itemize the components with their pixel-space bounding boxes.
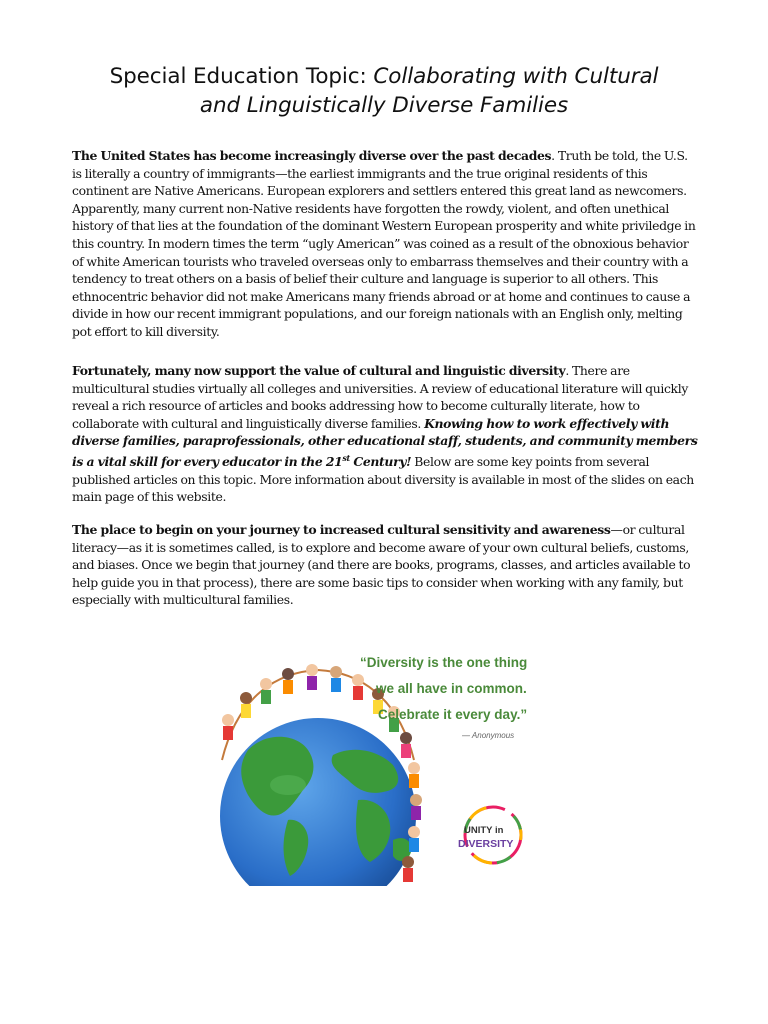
child-figure (306, 664, 318, 690)
quote-line-2: we all have in common. (376, 681, 527, 696)
paragraph-lead: The United States has become increasingly diverse over the past decades (72, 148, 552, 163)
paragraph-diversity-history (72, 147, 700, 341)
title-prefix: Special Education Topic: (109, 64, 374, 89)
paragraph-journey (72, 521, 700, 609)
page-title (40, 62, 728, 120)
paragraph-lead: The place to begin on your journey to increased cultural sensitivity and awareness (72, 522, 611, 537)
paragraph-body: . Truth be told, the U.S. is literally a country of immigrants—the earliest immigrants and the true original residents of this continent are Native Americans. European explorers and settlers entered this great land as newcomers. Apparently, many current non-Native residents have forgotten the rowdy, violent, and often unethical history of that lies at the foundation of the dominant Western European prosperity and white priviledge in this country. In modern times the term “ugly American” was coined as a result of the obnoxious behavior of white American tourists who traveled overseas only to embarrass themselves and their country with a tendency to treat others on a basis of belief their culture and language is superior to all others. This ethnocentric behavior did not make Americans many friends abroad or at home and continues to cause a divide in how our recent immigrant populations, and our foreign nationals with an English only, melting pot effort to kill diversity. (72, 148, 696, 339)
logo-line-2: DIVERSITY (458, 838, 514, 850)
diversity-illustration (218, 640, 536, 886)
child-figure (400, 732, 412, 758)
paragraph-tail: Below are some key points from several published articles on this topic. More information about diversity is available in most of the slides on each main page of this website. (72, 454, 694, 505)
paragraph-emphasis: Knowing how to work effectively with diverse families, paraprofessionals, other educational staff, students, and community members is a vital skill for every educator in the 21st Century! (72, 415, 698, 470)
title-italic-line2: and Linguistically Diverse Families (199, 93, 569, 118)
child-figure (352, 674, 364, 700)
paragraph-support-diversity (72, 362, 700, 506)
child-figure (402, 856, 414, 882)
child-figure (240, 692, 252, 718)
child-figure (282, 668, 294, 694)
diversity-quote (360, 655, 527, 740)
child-figure (330, 666, 342, 692)
child-figure (408, 762, 420, 788)
quote-line-3: Celebrate it every day.” (378, 707, 528, 722)
child-figure (410, 794, 422, 820)
unity-in-diversity-logo (458, 807, 521, 863)
title-italic-line1: Collaborating with Cultural (373, 64, 659, 89)
paragraph-lead: Fortunately, many now support the value of cultural and linguistic diversity (72, 363, 566, 378)
paragraph-body: —or cultural literacy—as it is sometimes called, is to explore and become aware of your own cultural beliefs, customs, and biases. Once we begin that journey (and there are books, programs, classes, and articles available to help guide you in that process), there are some basic tips to consider when working with any family, but especially with multicultural families. (72, 522, 691, 608)
quote-attribution: — Anonymous (462, 731, 515, 740)
child-figure (260, 678, 272, 704)
diversity-illustration-svg (218, 640, 536, 886)
logo-line-1: UNITY in (464, 825, 504, 836)
quote-line-1: “Diversity is the one thing (360, 655, 528, 670)
globe-icon (220, 718, 416, 886)
child-figure (222, 714, 234, 740)
paragraph-body: . There are multicultural studies virtually all colleges and universities. A review of educational literature will quickly reveal a rich resource of articles and books addressing how to become culturally literate, how to collaborate with cultural and linguistically diverse families. (72, 363, 688, 431)
child-figure (408, 826, 420, 852)
